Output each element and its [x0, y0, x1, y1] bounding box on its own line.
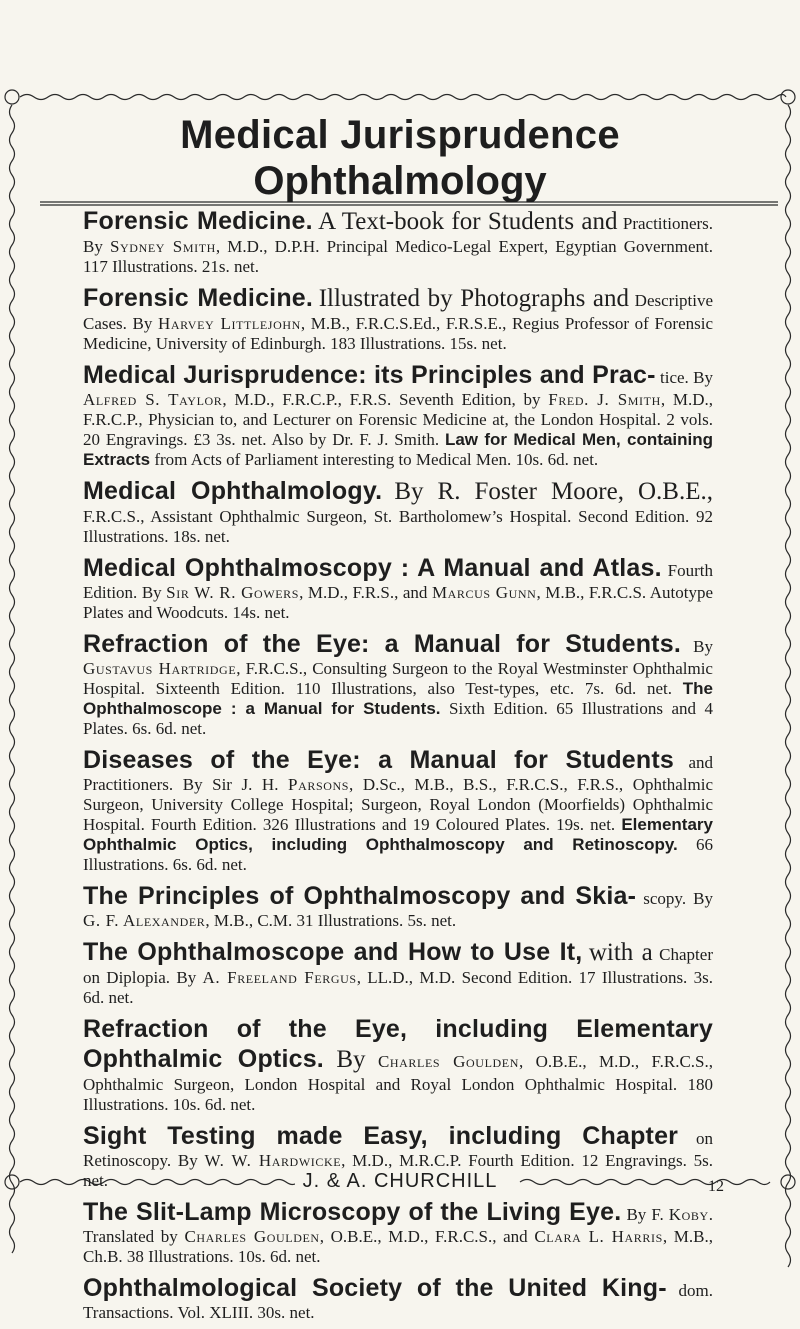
book-description: Descriptive Cases. By — [83, 291, 714, 333]
book-title: The Slit-Lamp Microscopy of the Living Eye. — [83, 1198, 622, 1226]
author-name: Charles Goulden — [377, 1052, 519, 1071]
book-title: The Ophthalmoscope and How to Use It, — [83, 938, 583, 966]
book-entry — [83, 629, 713, 739]
related-title: Elementary Ophthalmic Optics, including Ophthalmoscopy and Retinoscopy. — [83, 815, 713, 854]
book-title: Forensic Medicine. — [83, 284, 314, 312]
book-entry — [83, 206, 713, 277]
book-title: Medical Ophthalmology. — [83, 477, 383, 505]
book-description: , D.Sc., M.B., B.S., F.R.C.S., F.R.S., Ophthalmic Surgeon, University College Hospital; Surgeon, Royal London (Moorfields) Ophthalmic Hospital. Fourth Edition. 326 Illustrations and 19 Coloured Plates. 19s. net. — [83, 775, 713, 834]
author-name: Sydney Smith — [109, 237, 216, 256]
book-title: Ophthalmological Society of the United King- — [83, 1274, 667, 1302]
book-description: , M.D., D.P.H. Principal Medico-Legal Expert, Egyptian Government. 117 Illustrations. 21s. net. — [83, 237, 713, 276]
book-description: , F.R.C.S., Consulting Surgeon to the Royal Westminster Ophthalmic Hospital. Sixteenth Edition. 110 Illustrations, also Test-types, etc. 7s. 6d. net. — [83, 659, 713, 698]
book-description: Chapter on Diplopia. By — [83, 945, 713, 987]
header-subtitle: Ophthalmology — [253, 159, 547, 203]
book-lead: By R. Foster Moore, O.B.E., — [394, 478, 713, 505]
author-name: Harvey Littlejohn — [158, 314, 301, 333]
book-description: and Practitioners. By Sir J. H. — [83, 753, 713, 794]
author-name: Gustavus Hartridge — [83, 659, 237, 678]
book-description: , M.D., F.R.C.P., Physician to, and Lecturer on Forensic Medicine at, the London Hospital. 2 vols. 20 Engravings. £3 3s. net. Also by Dr. F. J. Smith. — [83, 390, 713, 449]
book-description: By — [693, 637, 713, 656]
book-description: Fourth Edition. By — [83, 561, 713, 602]
author-name: Alfred S. Taylor — [83, 390, 223, 409]
book-description: , LL.D., M.D. Second Edition. 17 Illustrations. 3s. 6d. net. — [83, 968, 713, 1007]
author-name: Parsons — [288, 775, 350, 794]
book-lead: Illustrated by Photographs and — [318, 285, 630, 312]
book-description: , M.B., Ch.B. 38 Illustrations. 10s. 6d. net. — [83, 1227, 713, 1266]
book-lead: A Text-book for Students and — [318, 208, 618, 235]
publisher-name: J. & A. CHURCHILL — [295, 1170, 506, 1192]
book-description: on Retinoscopy. By — [83, 1129, 713, 1170]
book-description: , O.B.E., M.D., F.R.C.S., Ophthalmic Surgeon, London Hospital and Royal London Ophthalmic Hospital. 180 Illustrations. 10s. 6d. net. — [83, 1052, 714, 1114]
page-header — [40, 112, 760, 204]
book-list — [83, 206, 713, 1329]
book-description: tice. By — [660, 368, 713, 387]
related-title: Law for Medical Men, containing Extracts — [83, 430, 713, 469]
book-description: By F. — [626, 1205, 669, 1224]
book-entry — [83, 937, 713, 1008]
book-description: , O.B.E., M.D., F.R.C.S., and — [319, 1227, 535, 1246]
publisher-footer — [0, 1170, 800, 1193]
book-description: , M.D., F.R.C.P., F.R.S. Seventh Edition, by — [222, 390, 549, 409]
book-entry — [83, 1197, 713, 1267]
author-name: Marcus Gunn — [431, 583, 537, 602]
book-title: Diseases of the Eye: a Manual for Students — [83, 746, 674, 774]
author-name: Koby — [668, 1205, 709, 1224]
book-title: The Principles of Ophthalmoscopy and Skia- — [83, 882, 637, 910]
book-title: Refraction of the Eye, including Elementary Ophthalmic Optics. — [83, 1015, 713, 1073]
book-description: dom. Transactions. Vol. XLIII. 30s. net. — [83, 1281, 714, 1322]
book-entry — [83, 881, 713, 931]
book-title: Refraction of the Eye: a Manual for Students. — [83, 630, 681, 658]
author-name: W. W. Hardwicke — [204, 1151, 342, 1170]
book-title: Medical Ophthalmoscopy : A Manual and Atlas. — [83, 554, 662, 582]
page-number: 12 — [708, 1178, 724, 1195]
book-description: , M.B., C.M. 31 Illustrations. 5s. net. — [205, 911, 457, 930]
book-entry — [83, 553, 713, 623]
book-title: Sight Testing made Easy, including Chapter — [83, 1122, 679, 1150]
book-description: , M.B., F.R.C.S.Ed., F.R.S.E., Regius Professor of Forensic Medicine, University of Edinburgh. 183 Illustrations. 15s. net. — [83, 314, 714, 353]
book-description: , M.D., F.R.S., and — [299, 583, 432, 602]
book-title: Forensic Medicine. — [83, 207, 313, 235]
book-description: F.R.C.S., Assistant Ophthalmic Surgeon, St. Bartholomew’s Hospital. Second Edition. 92 Illustrations. 18s. net. — [83, 507, 713, 546]
book-description: Practitioners. By — [83, 214, 714, 256]
book-description: , M.D., M.R.C.P. Fourth Edition. 12 Engravings. 5s. net. — [83, 1151, 713, 1190]
author-name: G. F. Alexander — [83, 911, 206, 930]
book-entry — [83, 283, 713, 354]
book-entry — [83, 745, 713, 875]
header-title: Medical Jurisprudence — [180, 113, 620, 157]
author-name: Fred. J. Smith — [548, 390, 661, 409]
corner-ring-icon — [781, 90, 795, 104]
author-name: Clara L. Harris — [534, 1227, 663, 1246]
book-entry — [83, 360, 713, 470]
book-title: Medical Jurisprudence: its Principles and Prac- — [83, 361, 656, 389]
book-description: . Translated by — [83, 1205, 713, 1246]
author-name: Sir W. R. Gowers — [166, 583, 300, 602]
book-entry — [83, 476, 713, 547]
book-description: from Acts of Parliament interesting to Medical Men. 10s. 6d. net. — [150, 450, 599, 469]
book-lead: with a — [588, 939, 653, 966]
corner-ring-icon — [5, 90, 19, 104]
book-description: , M.B., F.R.C.S. Autotype Plates and Woodcuts. 14s. net. — [83, 583, 713, 622]
author-name: A. Freeland Fergus — [202, 968, 357, 987]
book-description: scopy. By — [643, 889, 713, 908]
author-name: Charles Goulden — [184, 1227, 320, 1246]
book-description: 66 Illustrations. 6s. 6d. net. — [83, 835, 713, 874]
book-entry — [83, 1273, 713, 1323]
related-title: The Ophthalmoscope : a Manual for Students. — [83, 679, 713, 718]
book-entry — [83, 1014, 713, 1115]
book-lead: By — [336, 1046, 366, 1073]
book-description: Sixth Edition. 65 Illustrations and 4 Plates. 6s. 6d. net. — [83, 699, 713, 738]
